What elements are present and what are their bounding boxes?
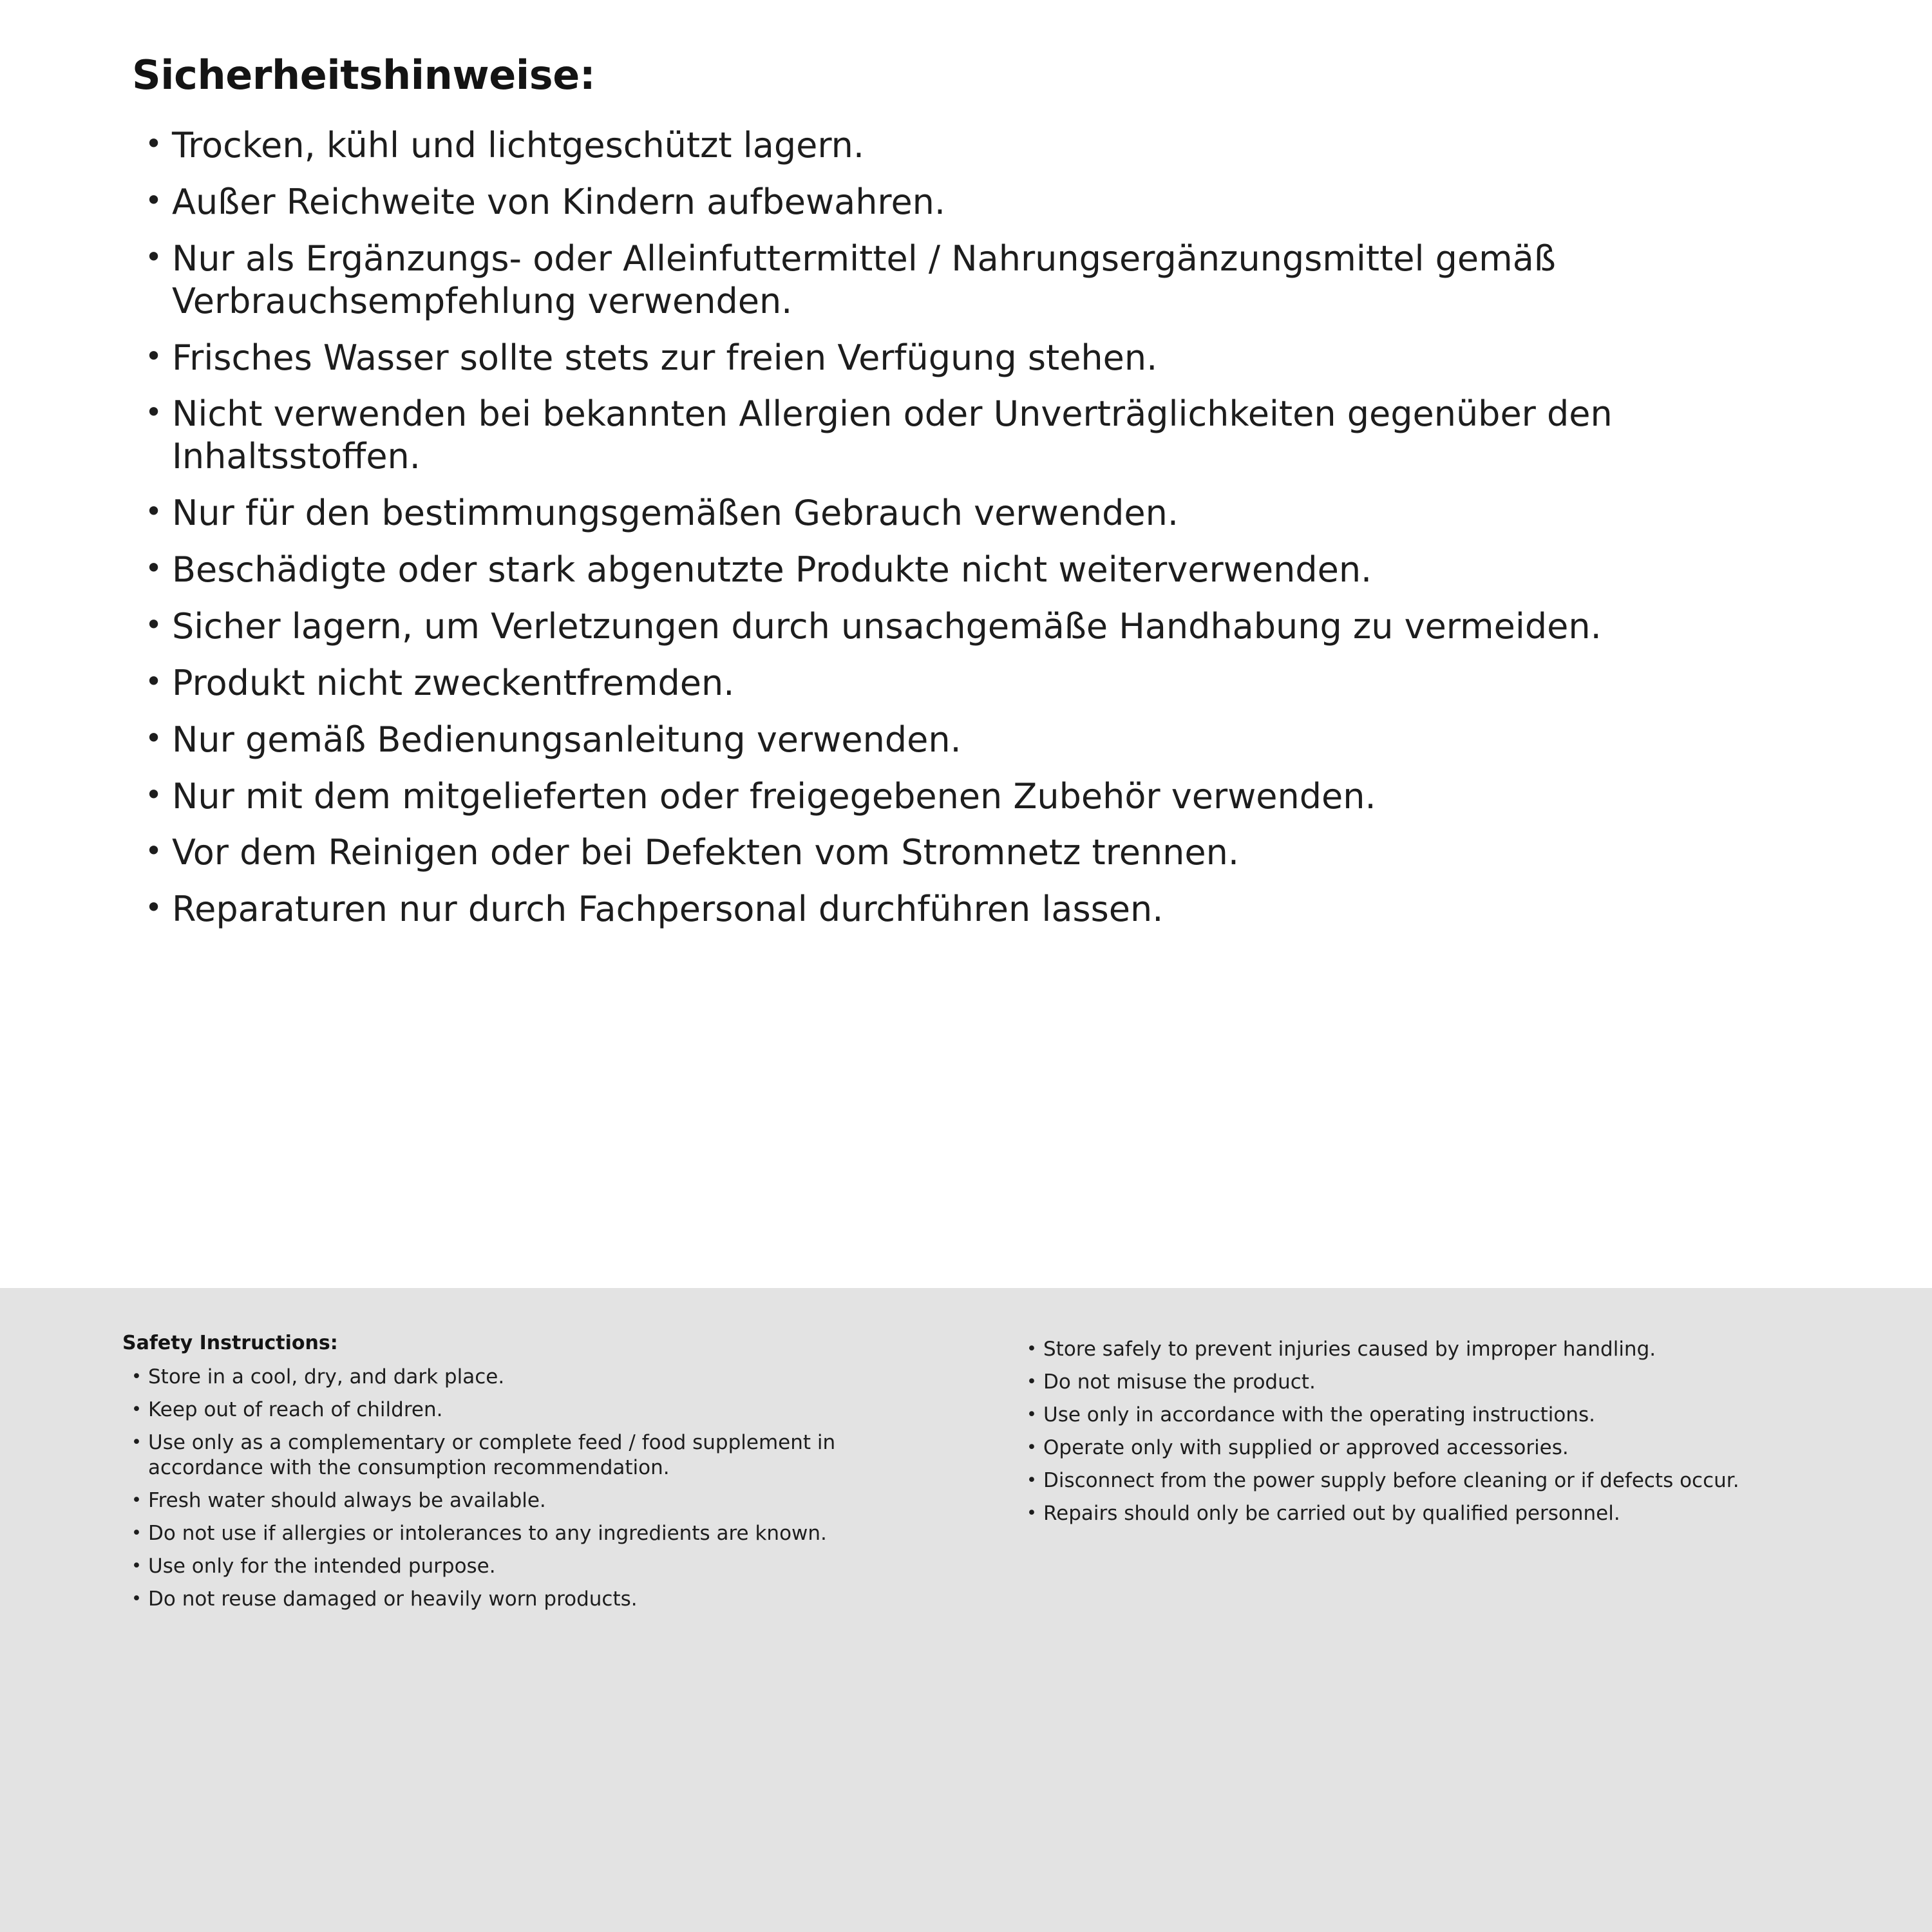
- list-item-text: Nur als Ergänzungs- oder Alleinfuttermittel / Nahrungsergänzungsmittel gemäß Verbrauchsempfehlung verwenden.: [172, 238, 1556, 321]
- list-item-text: Use only for the intended purpose.: [148, 1555, 496, 1578]
- bullet-icon: •: [131, 1399, 142, 1420]
- list-item-text: Trocken, kühl und lichtgeschützt lagern.: [172, 125, 864, 166]
- english-safety-section: [0, 1288, 1932, 1932]
- bullet-icon: •: [145, 551, 163, 585]
- list-item-text: Disconnect from the power supply before cleaning or if defects occur.: [1043, 1469, 1739, 1493]
- list-item: [122, 1554, 953, 1579]
- bullet-icon: •: [131, 1490, 142, 1511]
- english-safety-list-right: [1018, 1337, 1848, 1526]
- bullet-icon: •: [145, 663, 163, 699]
- list-item-text: Beschädigte oder stark abgenutzte Produkte nicht weiterverwenden.: [172, 549, 1372, 590]
- bullet-icon: •: [131, 1432, 142, 1453]
- list-item-text: Repairs should only be carried out by qualified personnel.: [1043, 1502, 1620, 1526]
- list-item: [122, 1488, 953, 1513]
- bullet-icon: •: [1027, 1405, 1037, 1425]
- list-item: [1018, 1370, 1848, 1395]
- list-item: [1018, 1337, 1848, 1362]
- list-item: [126, 662, 1861, 705]
- list-item: [126, 337, 1861, 379]
- bullet-icon: •: [145, 833, 163, 869]
- german-safety-list: [126, 124, 1861, 931]
- list-item-text: Do not use if allergies or intolerances to any ingredients are known.: [148, 1522, 827, 1546]
- english-heading: Safety Instructions:: [122, 1332, 338, 1354]
- list-item: [1018, 1468, 1848, 1493]
- list-item-text: Außer Reichweite von Kindern aufbewahren.: [172, 181, 946, 222]
- list-item-text: Operate only with supplied or approved accessories.: [1043, 1436, 1569, 1460]
- english-safety-list-left: [122, 1365, 953, 1612]
- list-item-text: Nur für den bestimmungsgemäßen Gebrauch verwenden.: [172, 493, 1179, 534]
- list-item: [126, 393, 1861, 478]
- list-item-text: Store in a cool, dry, and dark place.: [148, 1365, 505, 1388]
- list-item: [126, 888, 1861, 931]
- english-right-column: [1018, 1332, 1848, 1534]
- list-item-text: Nur mit dem mitgelieferten oder freigegebenen Zubehör verwenden.: [172, 775, 1376, 817]
- bullet-icon: •: [131, 1367, 142, 1387]
- english-left-column: [122, 1332, 953, 1620]
- list-item: [126, 775, 1861, 818]
- list-item: [122, 1365, 953, 1390]
- list-item-text: Frisches Wasser sollte stets zur freien Verfügung stehen.: [172, 337, 1158, 378]
- list-item-text: Do not misuse the product.: [1043, 1370, 1316, 1394]
- list-item: [126, 181, 1861, 223]
- list-item: [1018, 1403, 1848, 1428]
- bullet-icon: •: [1027, 1339, 1037, 1359]
- bullet-icon: •: [131, 1589, 142, 1609]
- bullet-icon: •: [145, 494, 163, 529]
- bullet-icon: •: [131, 1556, 142, 1577]
- list-item: [126, 719, 1861, 761]
- bullet-icon: •: [1027, 1470, 1037, 1491]
- list-item-text: Nur gemäß Bedienungsanleitung verwenden.: [172, 719, 961, 760]
- list-item: [122, 1397, 953, 1423]
- bullet-icon: •: [1027, 1503, 1037, 1524]
- bullet-icon: •: [145, 239, 163, 274]
- bullet-icon: •: [145, 777, 163, 812]
- bullet-icon: •: [145, 338, 163, 374]
- list-item-text: Nicht verwenden bei bekannten Allergien oder Unverträglichkeiten gegenüber den Inhaltsstoffen.: [172, 393, 1613, 477]
- list-item-text: Keep out of reach of children.: [148, 1398, 443, 1422]
- bullet-icon: •: [131, 1523, 142, 1544]
- bullet-icon: •: [145, 607, 163, 642]
- list-item: [122, 1430, 953, 1481]
- list-item-text: Use only as a complementary or complete feed / food supplement in accordance with the consumption recommendation.: [148, 1431, 836, 1480]
- english-columns: [122, 1332, 1868, 1620]
- list-item-text: Use only in accordance with the operating instructions.: [1043, 1403, 1595, 1427]
- list-item: [1018, 1501, 1848, 1526]
- bullet-icon: •: [1027, 1437, 1037, 1458]
- bullet-icon: •: [145, 126, 163, 161]
- list-item: [126, 831, 1861, 874]
- bullet-icon: •: [145, 395, 163, 430]
- list-item-text: Reparaturen nur durch Fachpersonal durchführen lassen.: [172, 889, 1164, 930]
- bullet-icon: •: [145, 720, 163, 755]
- list-item: [126, 238, 1861, 323]
- list-item-text: Fresh water should always be available.: [148, 1489, 546, 1513]
- bullet-icon: •: [145, 182, 163, 218]
- list-item-text: Store safely to prevent injuries caused by improper handling.: [1043, 1338, 1656, 1361]
- list-item: [126, 605, 1861, 648]
- list-item-text: Sicher lagern, um Verletzungen durch unsachgemäße Handhabung zu vermeiden.: [172, 605, 1602, 647]
- list-item: [126, 492, 1861, 535]
- list-item: [126, 124, 1861, 167]
- list-item: [1018, 1435, 1848, 1461]
- german-heading: Sicherheitshinweise:: [132, 52, 596, 99]
- list-item-text: Vor dem Reinigen oder bei Defekten vom Stromnetz trennen.: [172, 832, 1239, 873]
- list-item: [122, 1521, 953, 1546]
- bullet-icon: •: [1027, 1372, 1037, 1392]
- list-item-text: Do not reuse damaged or heavily worn products.: [148, 1587, 638, 1611]
- list-item: [126, 549, 1861, 591]
- list-item: [122, 1587, 953, 1612]
- bullet-icon: •: [145, 890, 163, 925]
- list-item-text: Produkt nicht zweckentfremden.: [172, 662, 735, 703]
